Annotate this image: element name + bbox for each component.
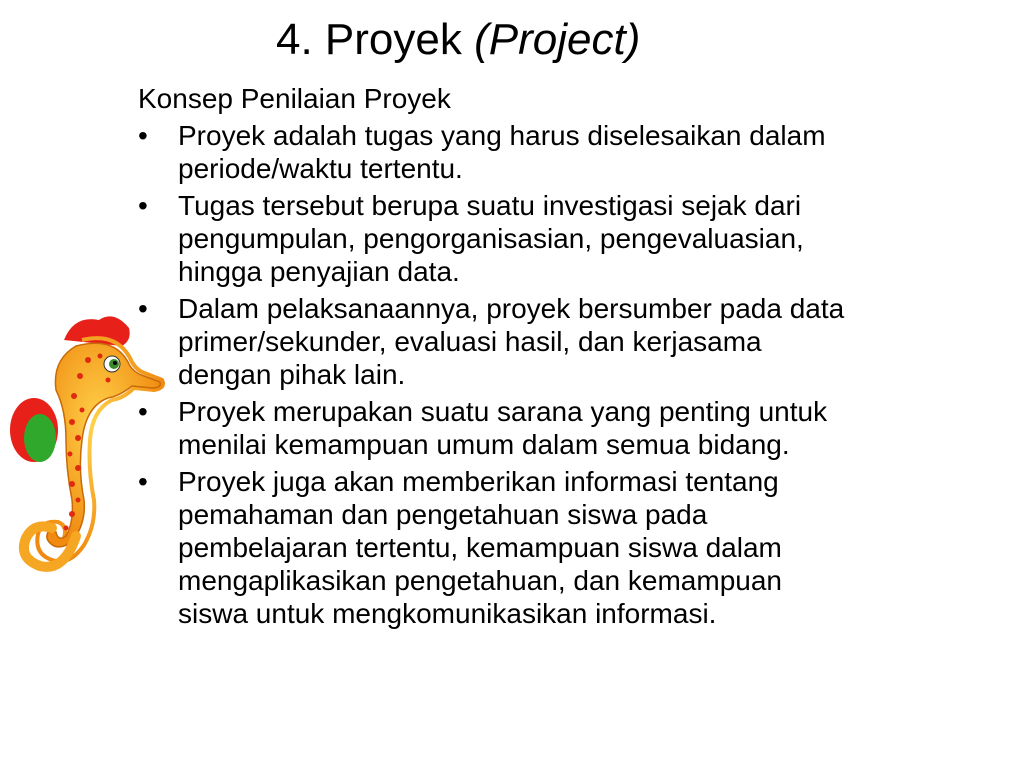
bullet-line: dengan pihak lain. [178,359,406,390]
slide-content [138,82,1018,634]
bullet-line: Dalam pelaksanaannya, proyek bersumber pada data [178,293,845,324]
bullet-marker: • [138,293,148,324]
bullet-line: primer/sekunder, evaluasi hasil, dan kerjasama [178,326,762,357]
title-main: 4. Proyek [276,15,475,64]
bullet-line: Proyek merupakan suatu sarana yang penting untuk [178,396,828,427]
seahorse-icon [4,310,174,590]
slide-title [276,14,640,66]
bullet-marker: • [138,396,148,427]
bullet-line: pengumpulan, pengorganisasian, pengevaluasian, [178,223,804,254]
bullet-line: Proyek adalah tugas yang harus diselesaikan dalam [178,120,826,151]
bullet-line: hingga penyajian data. [178,256,460,287]
bullet-line: pemahaman dan pengetahuan siswa pada [178,499,708,530]
bullet-line: periode/waktu tertentu. [178,153,463,184]
bullet-list [138,119,1018,630]
bullet-item [138,189,1018,288]
title-italic: (Project) [474,15,641,64]
bullet-line: Tugas tersebut berupa suatu investigasi sejak dari [178,190,802,221]
bullet-line: pembelajaran tertentu, kemampuan siswa dalam [178,532,782,563]
bullet-line: mengaplikasikan pengetahuan, dan kemampuan [178,565,782,596]
bullet-line: siswa untuk mengkomunikasikan informasi. [178,598,717,629]
subheading: Konsep Penilaian Proyek [138,83,451,114]
bullet-item [138,395,1018,461]
bullet-line: Proyek juga akan memberikan informasi tentang [178,466,779,497]
bullet-marker: • [138,120,148,151]
bullet-item [138,292,1018,391]
bullet-item [138,465,1018,630]
bullet-marker: • [138,190,148,221]
bullet-item [138,119,1018,185]
bullet-line: menilai kemampuan umum dalam semua bidang. [178,429,790,460]
bullet-marker: • [138,466,148,497]
